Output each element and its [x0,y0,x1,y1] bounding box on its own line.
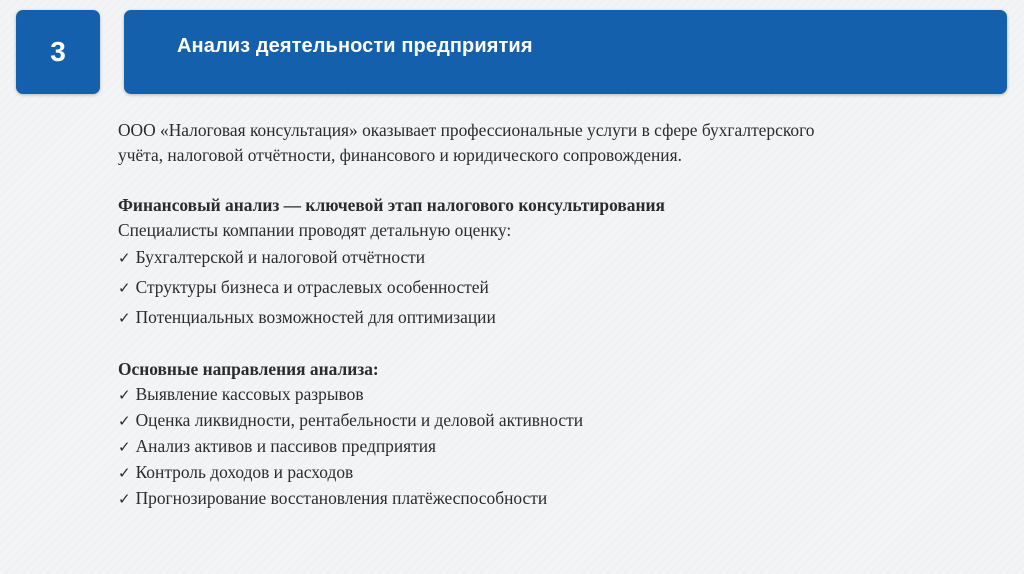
slide-content [118,118,998,512]
checklist-directions [118,382,998,512]
list-item [118,486,998,512]
list-item-text: Анализ активов и пассивов предприятия [135,436,437,456]
title-bar [124,10,1007,94]
list-item [118,382,998,408]
list-item [118,434,998,460]
list-item [118,460,998,486]
list-item-text: Потенциальных возможностей для оптимизации [135,307,496,327]
list-item [118,408,998,434]
checkmark-icon: ✓ [118,464,131,482]
list-item-text: Структуры бизнеса и отраслевых особенностей [135,277,489,297]
slide-number: 3 [50,36,66,67]
checkmark-icon: ✓ [118,386,131,404]
section-lead: Специалисты компании проводят детальную оценку: [118,220,512,240]
checklist-assessment [118,243,998,333]
list-item-text: Контроль доходов и расходов [135,462,354,482]
list-item-text: Оценка ликвидности, рентабельности и деловой активности [135,410,584,430]
list-item [118,273,998,303]
list-item [118,243,998,273]
section-heading-analysis-directions: Основные направления анализа: [118,359,379,379]
checkmark-icon: ✓ [118,412,131,430]
checkmark-icon: ✓ [118,438,131,456]
section-heading-financial-analysis: Финансовый анализ — ключевой этап налогового консультирования [118,195,665,215]
spacer [118,168,998,193]
checkmark-icon: ✓ [118,249,131,267]
list-item [118,303,998,333]
checkmark-icon: ✓ [118,279,131,297]
slide-number-badge [16,10,100,94]
slide-title: Анализ деятельности предприятия [177,35,533,57]
checkmark-icon: ✓ [118,490,131,508]
checkmark-icon: ✓ [118,309,131,327]
list-item-text: Выявление кассовых разрывов [135,384,364,404]
spacer [118,333,998,357]
list-item-text: Бухгалтерской и налоговой отчётности [135,247,426,267]
intro-line-2: учёта, налоговой отчётности, финансового и юридического сопровождения. [118,145,682,165]
list-item-text: Прогнозирование восстановления платёжеспособности [135,488,548,508]
intro-line-1: ООО «Налоговая консультация» оказывает профессиональные услуги в сфере бухгалтерского [118,120,815,140]
